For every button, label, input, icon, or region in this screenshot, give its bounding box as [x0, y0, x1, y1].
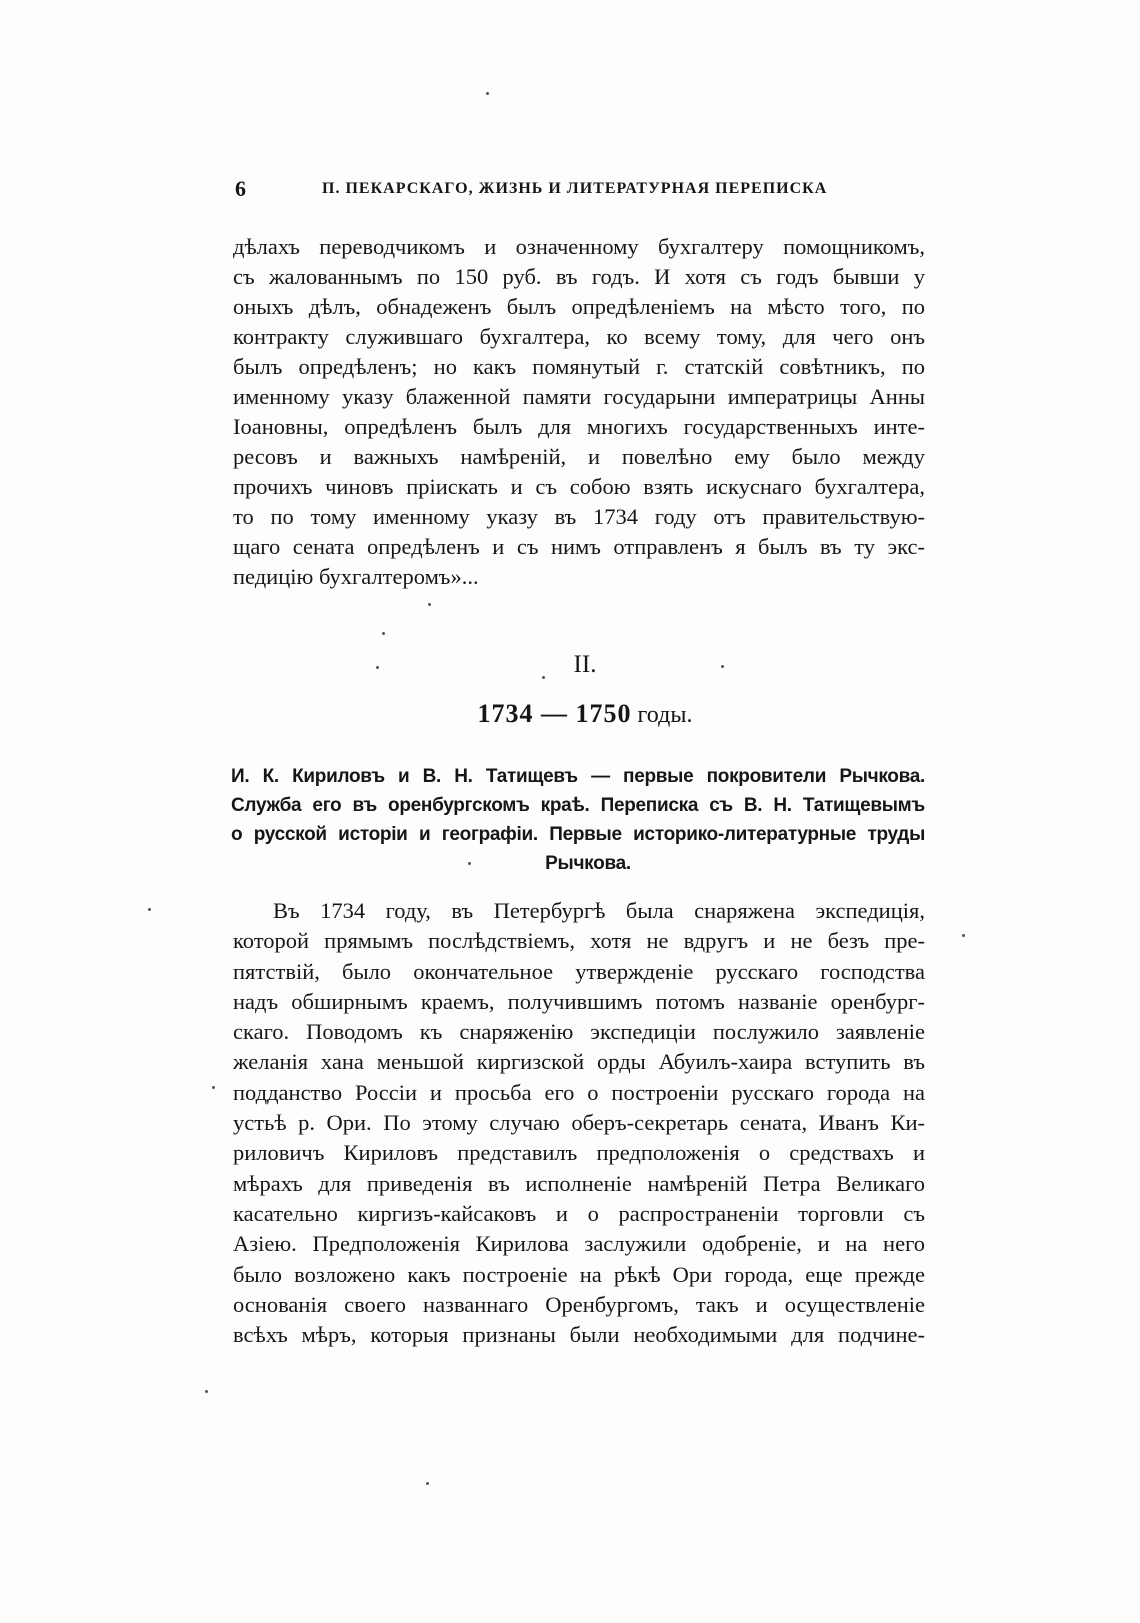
text-line: всѣхъ мѣръ, которыя признаны были необходимыми для подчине-	[233, 1322, 925, 1348]
scan-speck	[721, 665, 724, 668]
text-line: надъ обширнымъ краемъ, получившимъ потомъ названіе оренбург-	[233, 988, 925, 1014]
page-header	[235, 176, 925, 202]
running-title: П. ПЕКАРСКАГО, ЖИЗНЬ И ЛИТЕРАТУРНАЯ ПЕРЕПИСКА	[322, 180, 828, 197]
text-line: контракту служившаго бухгалтера, ко всему тому, для чего онъ	[233, 324, 925, 349]
scan-speck	[382, 632, 385, 635]
text-line: скаго. Поводомъ къ снаряженію экспедиціи послужило заявленіе	[233, 1019, 925, 1045]
summary-line: Служба его въ оренбургскомъ краѣ. Переписка съ В. Н. Татищевымъ	[231, 795, 925, 816]
text-line: пятствій, было окончательное утвержденіе русскаго господства	[233, 958, 925, 984]
text-line: прочихъ чиновъ пріискать и съ собою взять искуснаго бухгалтера,	[233, 474, 925, 499]
text-line: основанія своего названнаго Оренбургомъ, такъ и осуществленіе	[233, 1291, 925, 1317]
page-number: 6	[235, 176, 246, 201]
section-number: II.	[573, 651, 597, 678]
scan-speck	[428, 603, 431, 606]
text-line: былъ опредѣленъ; но какъ помянутый г. статскій совѣтникъ, по	[233, 354, 925, 379]
text-line: ресовъ и важныхъ намѣреній, и повелѣно ему было между	[233, 444, 925, 469]
text-line: риловичъ Кириловъ представилъ предположенія о средствахъ и	[233, 1140, 925, 1166]
text-line: желанія хана меньшой киргизской орды Абуилъ-хаира вступить въ	[233, 1049, 925, 1075]
text-line: было возложено какъ построеніе на рѣкѣ Ори города, еще прежде	[233, 1261, 925, 1287]
scan-speck	[468, 862, 471, 865]
scan-speck	[962, 934, 965, 937]
scan-speck	[426, 1482, 429, 1485]
section-years	[0, 699, 1140, 730]
text-line: оныхъ дѣлъ, обнадеженъ былъ опредѣленіемъ на мѣсто того, по	[233, 294, 925, 319]
text-line: именному указу блаженной памяти государыни императрицы Анны	[233, 384, 925, 409]
scan-speck	[205, 1390, 208, 1393]
text-line: устьѣ р. Ори. По этому случаю оберъ-секретарь сената, Иванъ Ки-	[233, 1110, 925, 1136]
summary-line: Рычкова.	[545, 853, 631, 874]
text-line: щаго сената опредѣленъ и съ нимъ отправленъ я былъ въ ту экс-	[233, 534, 925, 559]
text-line: мѣрахъ для приведенія въ исполненіе намѣреній Петра Великаго	[233, 1170, 925, 1196]
text-line: Въ 1734 году, въ Петербургѣ была снаряжена экспедиція,	[273, 898, 925, 923]
scan-speck	[212, 1086, 215, 1089]
chapter-summary	[231, 762, 925, 878]
paragraph-continuation	[233, 232, 925, 592]
text-line: педицію бухгалтеромъ»...	[233, 564, 479, 589]
text-line: Іоановны, опредѣленъ былъ для многихъ государственныхъ инте-	[233, 414, 925, 439]
text-line: съ жалованнымъ по 150 руб. въ годъ. И хотя съ годъ бывши у	[233, 264, 925, 289]
text-line: то по тому именному указу въ 1734 году отъ правительствую-	[233, 504, 925, 529]
years-word: годы.	[637, 702, 693, 728]
years-range: 1734 — 1750	[477, 699, 632, 728]
scan-speck	[148, 908, 151, 911]
summary-line: о русской исторіи и географіи. Первые историко-литературные труды	[231, 824, 925, 845]
text-line: касательно киргизъ-кайсаковъ и о распространеніи торговли съ	[233, 1200, 925, 1226]
text-line: Азіею. Предположенія Кирилова заслужили одобреніе, и на него	[233, 1231, 925, 1257]
summary-line: И. К. Кириловъ и В. Н. Татищевъ — первые покровители Рычкова.	[231, 766, 925, 787]
text-line: подданство Россіи и просьба его о построеніи русскаго города на	[233, 1079, 925, 1105]
scan-speck	[376, 666, 379, 669]
text-line: которой прямымъ послѣдствіемъ, хотя не вдругъ и не безъ пре-	[233, 928, 925, 954]
scan-speck	[542, 676, 545, 679]
text-line: дѣлахъ переводчикомъ и означенному бухгалтеру помощникомъ,	[233, 234, 925, 259]
paragraph-main	[233, 896, 925, 1350]
scan-speck	[486, 92, 489, 95]
